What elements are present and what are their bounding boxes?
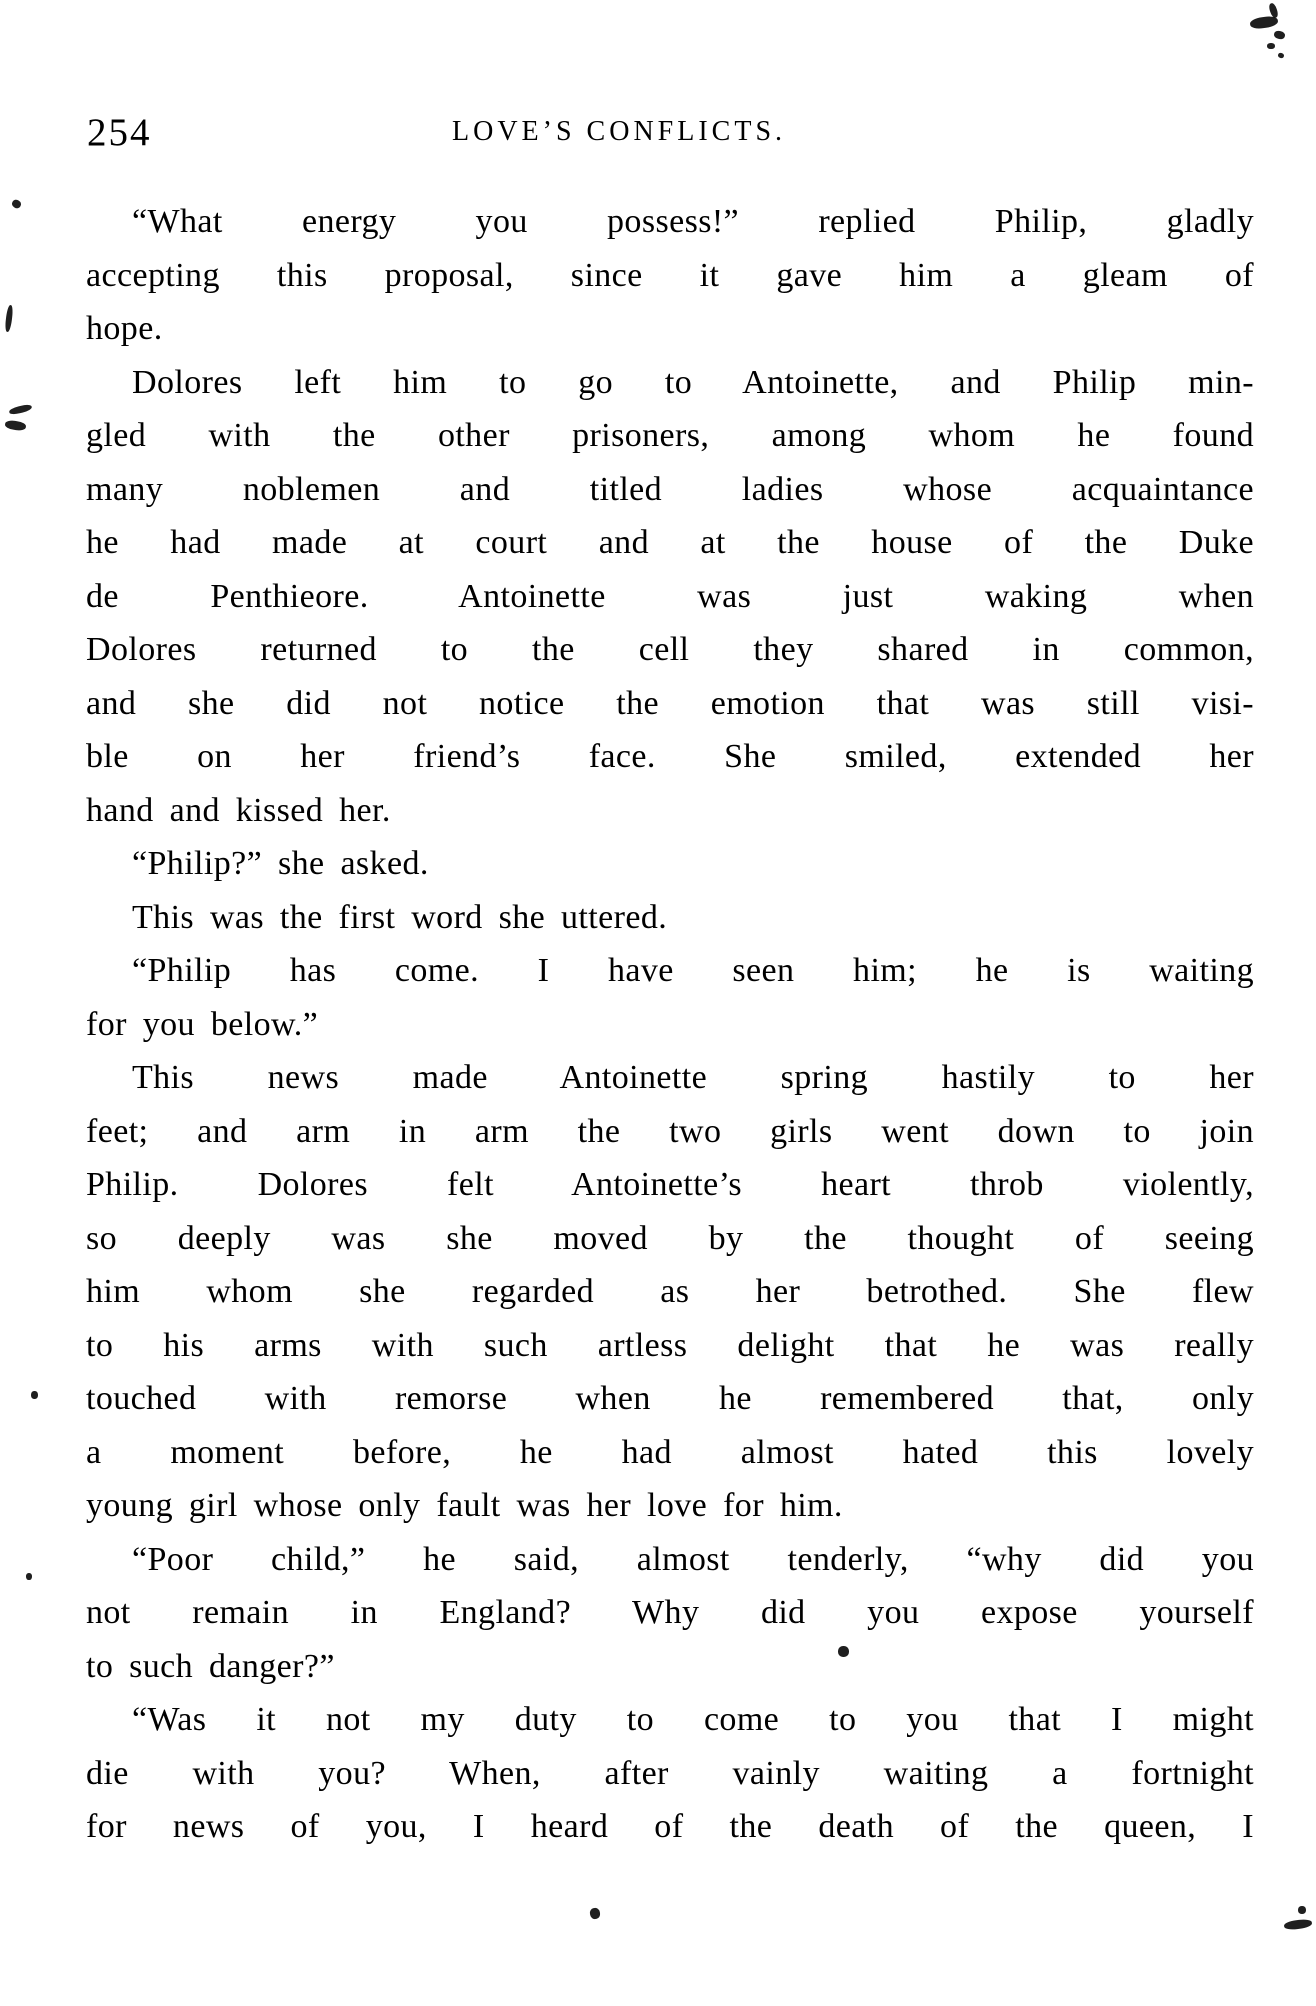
text-line: “Philip?” she asked. [132,845,429,882]
ink-dot-left-lower [26,1573,32,1580]
text-line: hope. [86,310,163,347]
ink-smudge-top-right-4 [1267,43,1275,49]
ink-squiggle-left-1 [8,403,32,415]
text-line: to such danger?” [86,1647,335,1685]
text-line: This was the first word she uttered. [132,898,668,936]
ink-squiggle-bottom-right [1284,1918,1313,1930]
text-line: “Philip has come. I have seen him; he is waiting [132,952,1254,989]
ink-speck-bottom-center [589,1907,601,1920]
ink-smudge-top-right-5 [1277,52,1284,59]
text-line: many noblemen and titled ladies whose acquaintance [86,470,1254,508]
text-line: him whom she regarded as her betrothed. She flew [86,1273,1254,1310]
page-number: 254 [87,111,152,154]
ink-speck-bottom-right-1 [1298,1906,1306,1914]
text-line: This news made Antoinette spring hastily to her [132,1059,1254,1096]
text-line: “Poor child,” he said, almost tenderly, “why did you [132,1540,1254,1578]
text-line: hand and kissed her. [86,791,391,829]
text-line: for you below.” [86,1005,319,1043]
ink-dot-left-mid [31,1391,38,1399]
text-line: Dolores left him to go to Antoinette, and Philip min- [132,363,1254,401]
running-title: LOVE’S CONFLICTS. [452,116,787,147]
text-line: die with you? When, after vainly waiting a fortnight [86,1754,1254,1792]
text-line: touched with remorse when he remembered that, only [86,1380,1254,1417]
text-line: Philip. Dolores felt Antoinette’s heart throb violently, [86,1166,1254,1203]
text-line: ble on her friend’s face. She smiled, extended her [86,738,1254,775]
text-line: gled with the other prisoners, among whom he found [86,417,1254,454]
text-line: he had made at court and at the house of the Duke [86,524,1254,561]
ink-smudge-top-right-2 [1249,15,1278,30]
text-line: to his arms with such artless delight that he was really [86,1326,1254,1364]
text-line: accepting this proposal, since it gave him a gleam of [86,256,1254,294]
printers-bullet [838,1646,849,1657]
ink-speck-left-top [11,198,23,209]
text-line: and she did not notice the emotion that was still visi- [86,684,1254,722]
text-line: feet; and arm in arm the two girls went down to join [86,1112,1254,1150]
text-line: “What energy you possess!” replied Philip, gladly [132,203,1254,240]
text-line: de Penthieore. Antoinette was just waking when [86,577,1254,615]
text-line: young girl whose only fault was her love for him. [86,1487,843,1524]
ink-squiggle-left-2 [4,420,26,432]
text-line: so deeply was she moved by the thought of seeing [86,1219,1254,1257]
ink-smudge-top-right-3 [1273,30,1285,40]
text-block [86,195,1254,1854]
text-line: for news of you, I heard of the death of the queen, I [86,1808,1254,1845]
text-line: a moment before, he had almost hated this lovely [86,1433,1254,1471]
text-line: “Was it not my duty to come to you that I might [132,1701,1254,1738]
text-line: Dolores returned to the cell they shared in common, [86,631,1254,668]
ink-stroke-left-upper [4,305,13,333]
text-line: not remain in England? Why did you expose yourself [86,1594,1254,1631]
